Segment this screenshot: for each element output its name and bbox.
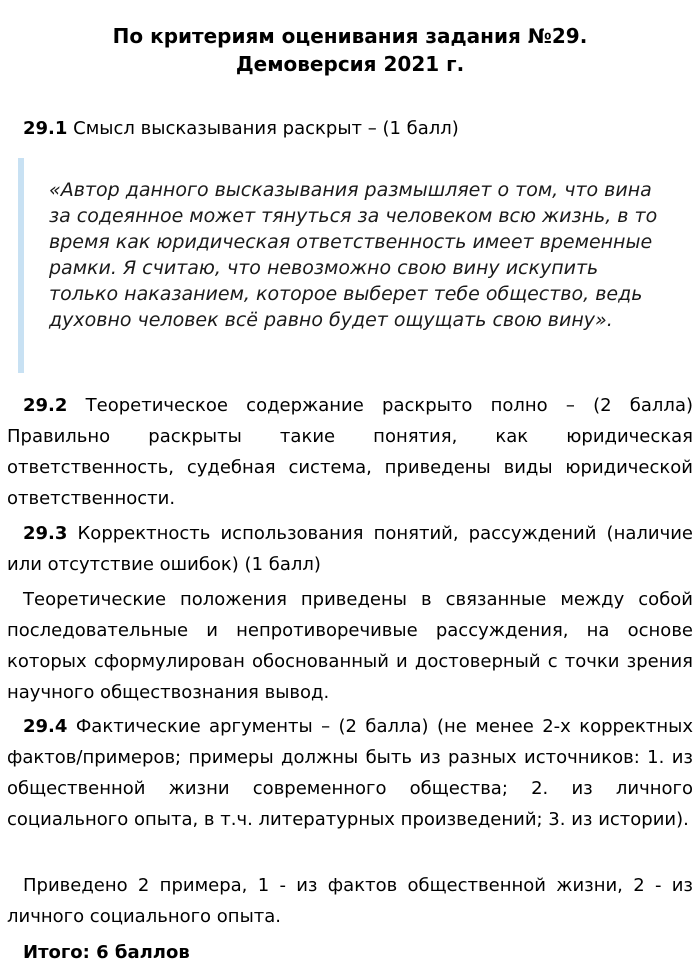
criterion-29-3 <box>7 518 693 580</box>
title-line-1: По критериям оценивания задания №29. <box>112 24 588 48</box>
criterion-number: 29.3 <box>23 523 68 544</box>
criterion-text: Смысл высказывания раскрыт – (1 балл) <box>67 118 459 139</box>
example-quote-block <box>18 158 668 373</box>
criterion-text: Корректность использования понятий, рассуждений (наличие или отсутствие ошибок) (1 балл) <box>7 523 693 575</box>
criterion-29-2 <box>7 390 693 514</box>
criterion-text: Теоретическое содержание раскрыто полно – (2 балла) Правильно раскрыты такие понятия, как юридическая ответственность, судебная система, приведены виды юридической ответственности. <box>7 395 693 509</box>
example-quote-text: «Автор данного высказывания размышляет о том, что вина за содеянное может тянуться за человеком всю жизнь, в то время как юридическая ответственность имеет временные рамки. Я считаю, что невозможно свою вину искупить только наказанием, которое выберет тебе общество, ведь духовно человек всё равно будет ощущать свою вину». <box>49 179 658 331</box>
criterion-29-1 <box>7 113 693 144</box>
title-line-2: Демоверсия 2021 г. <box>235 52 465 76</box>
criterion-text: Фактические аргументы – (2 балла) (не менее 2-х корректных фактов/примеров; примеры должны быть из разных источников: 1. из общественной жизни современного общества; 2. из личного социального опыта, в т.ч. литературных произведений; 3. из истории). <box>7 716 693 830</box>
criterion-29-3-answer <box>7 584 693 708</box>
criterion-29-4 <box>7 711 693 835</box>
criterion-number: 29.1 <box>23 118 68 139</box>
criterion-number: 29.2 <box>23 395 68 416</box>
criterion-number: 29.4 <box>23 716 68 737</box>
document-title <box>0 22 700 78</box>
answer-text: Приведено 2 примера, 1 - из фактов общественной жизни, 2 - из личного социального опыта. <box>7 875 693 927</box>
answer-text: Теоретические положения приведены в связанные между собой последовательные и непротиворечивые рассуждения, на основе которых сформулирован обоснованный и достоверный с точки зрения научного обществознания вывод. <box>7 589 693 703</box>
criterion-29-4-answer <box>7 870 693 932</box>
total-score: Итого: 6 баллов <box>23 942 190 963</box>
